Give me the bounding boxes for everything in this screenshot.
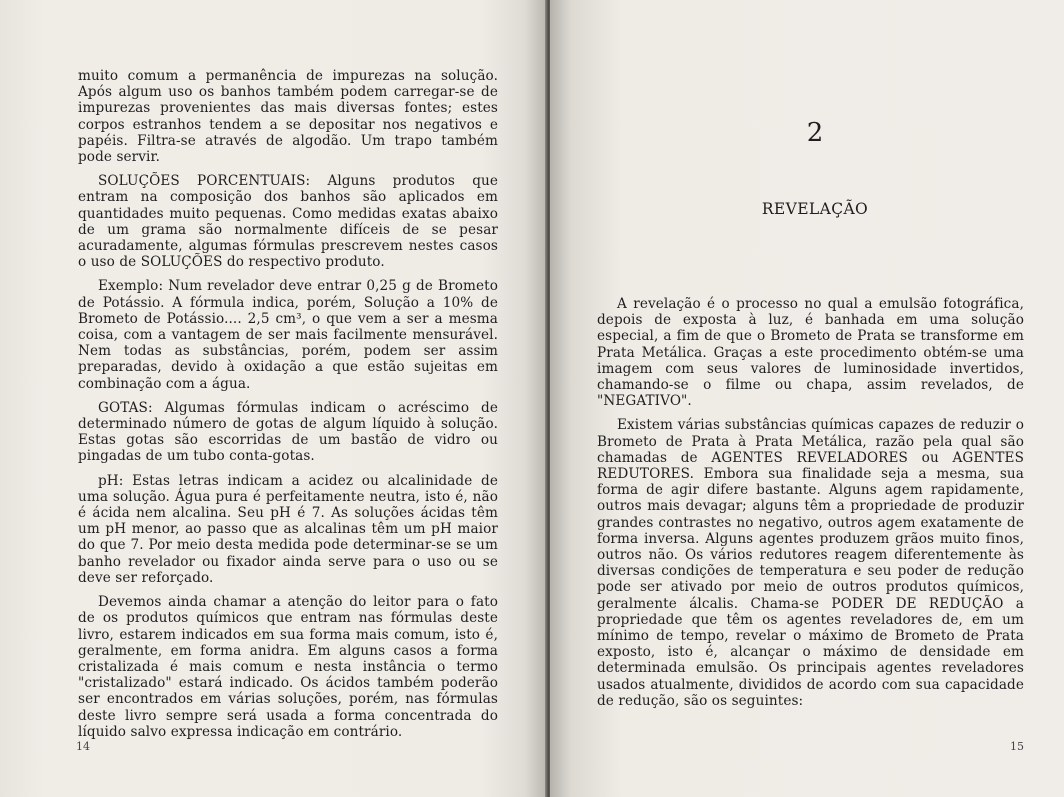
paragraph: SOLUÇÕES PORCENTUAIS: Alguns produtos que entram na composição dos banhos são aplicados em quantidades muito pequenas. Como medidas exatas abaixo de um grama são normalmente difíceis de se pesar acuradamente, algumas fórmulas prescrevem nestes casos o uso de SOLUÇÕES do respectivo produto. [78, 173, 498, 271]
left-page-body [78, 68, 498, 748]
paragraph: A revelação é o processo no qual a emulsão fotográfica, depois de exposta à luz, é banhada em uma solução especial, a fim de que o Brometo de Prata se transforme em Prata Metálica. Graças a este procedimento obtém-se uma imagem com seus valores de luminosidade invertidos, chamando-se o filme ou chapa, assim revelados, de "NEGATIVO". [597, 296, 1024, 410]
paragraph: Existem várias substâncias químicas capazes de reduzir o Brometo de Prata à Prata Metálica, razão pela qual são chamadas de AGENTES REVELADORES ou AGENTES REDUTORES. Embora sua finalidade seja a mesma, sua forma de agir difere bastante. Alguns agem rapidamente, outros mais devagar; alguns têm a propriedade de produzir grandes contrastes no negativo, outros agem exatamente de forma inversa. Alguns agentes produzem grãos muito finos, outros não. Os vários redutores reagem diferentemente às diversas condições de temperatura e seu poder de redução pode ser ativado por meio de outros produtos químicos, geralmente álcalis. Chama-se PODER DE REDUÇÃO a propriedade que têm os agentes reveladores de, em um mínimo de tempo, revelar o máximo de Brometo de Prata exposto, isto é, alcançar o máximo de densidade em determinada emulsão. Os principais agentes reveladores usados atualmente, divididos de acordo com sua capacidade de redução, são os seguintes: [597, 417, 1024, 709]
paragraph: GOTAS: Algumas fórmulas indicam o acréscimo de determinado número de gotas de algum líquido à solução. Estas gotas são escorridas de um bastão de vidro ou pingadas de um tubo conta-gotas. [78, 399, 498, 465]
page-number: 15 [1010, 740, 1024, 753]
right-page [550, 0, 1064, 797]
paragraph: muito comum a permanência de impurezas na solução. Após algum uso os banhos também podem carregar-se de impurezas provenientes das mais diversas fontes; estes corpos estranhos tendem a se depositar nos negativos e papéis. Filtra-se através de algodão. Um trapo também pode servir. [78, 68, 498, 166]
page-number: 14 [76, 740, 90, 753]
paragraph: Exemplo: Num revelador deve entrar 0,25 g de Brometo de Potássio. A fórmula indica, porém, Solução a 10% de Brometo de Potássio.... 2,5 cm³, o que vem a ser a mesma coisa, com a vantagem de ser mais facilmente mensurável. Nem todas as substâncias, porém, podem ser assim preparadas, devido à oxidação a que estão sujeitas em combinação com a água. [78, 278, 498, 392]
chapter-title: REVELAÇÃO [761, 200, 869, 218]
paragraph: pH: Estas letras indicam a acidez ou alcalinidade de uma solução. Água pura é perfeitamente neutra, isto é, não é ácida nem alcalina. Seu pH é 7. As soluções ácidas têm um pH menor, ao passo que as alcalinas têm um pH maior do que 7. Por meio desta medida pode determinar-se se um banho revelador ou fixador ainda serve para o uso ou se deve ser reforçado. [78, 472, 498, 586]
paragraph: Devemos ainda chamar a atenção do leitor para o fato de os produtos químicos que entram nas fórmulas deste livro, estarem indicados em sua forma mais comum, isto é, geralmente, em forma anidra. Em alguns casos a forma cristalizada é mais comum e nesta instância o termo "cristalizado" estará indicado. Os ácidos também poderão ser encontrados em várias soluções, porém, nas fórmulas deste livro sempre será usada a forma concentrada do líquido salvo expressa indicação em contrário. [78, 594, 498, 740]
chapter-number: 2 [806, 118, 824, 148]
right-page-body [597, 296, 1024, 717]
